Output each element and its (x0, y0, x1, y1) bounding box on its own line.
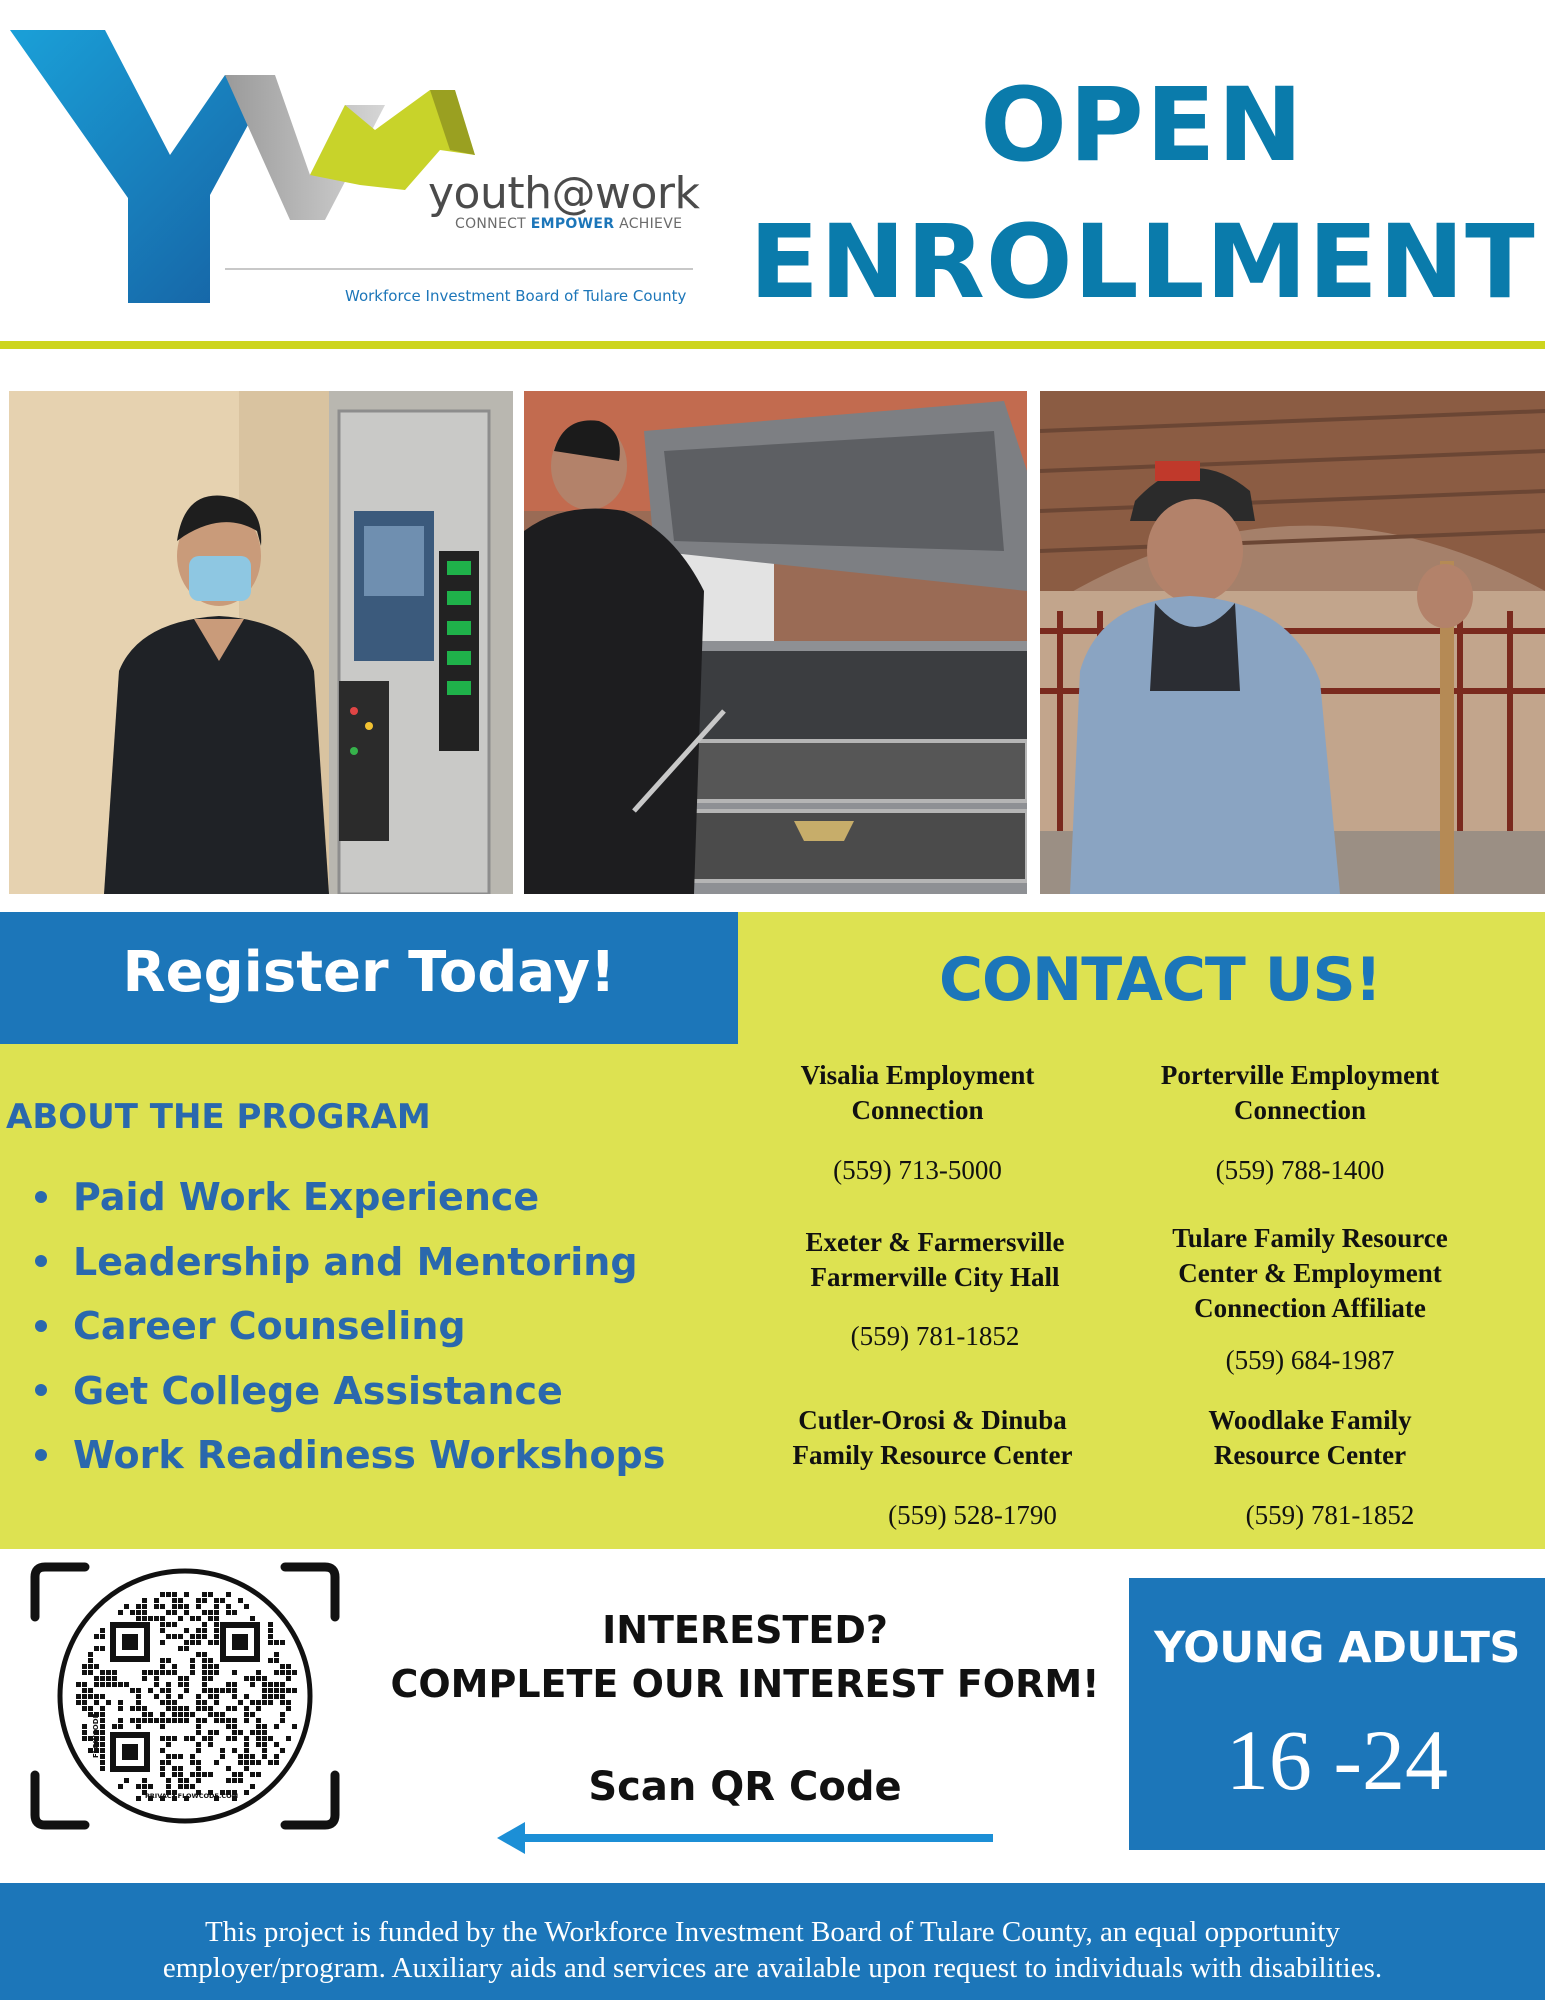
bullet-icon (35, 1384, 47, 1396)
logo-wordmark: youth@work (428, 168, 700, 219)
office-phone[interactable]: (559) 684-1987 (1225, 1345, 1395, 1375)
qr-privacy-text: PRIVACY.FLOWCODE.COM (145, 1792, 239, 1800)
office-phone[interactable]: (559) 781-1852 (850, 1321, 1020, 1351)
left-arrow-icon (495, 1820, 995, 1856)
funding-disclaimer: This project is funded by the Workforce Investment Board of Tulare County, an equal opportunity employer/program. Auxiliary aids and services are available upon request to individuals with disabilities. (0, 1883, 1545, 2000)
office-porterville: Porterville Employment Connection (559) 788-1400 (1120, 1058, 1480, 1178)
office-phone[interactable]: (559) 528-1790 (888, 1500, 1057, 1530)
office-phone[interactable]: (559) 781-1852 (1245, 1500, 1415, 1530)
register-today-banner[interactable]: Register Today! (0, 912, 738, 1044)
bullet-icon (35, 1191, 47, 1203)
list-item: Career Counseling (35, 1294, 665, 1359)
bullet-icon (35, 1449, 47, 1461)
qr-code-icon (30, 1562, 342, 1830)
logo-subtitle: Workforce Investment Board of Tulare County (345, 287, 687, 305)
office-cutler-orosi-dinuba: Cutler-Orosi & Dinuba Family Resource Center (559) 528-1790 (755, 1403, 1110, 1523)
headline-open: OPEN (980, 66, 1305, 185)
office-phone[interactable]: (559) 713-5000 (833, 1155, 1002, 1185)
age-range-value: 16 -24 (1225, 1712, 1449, 1808)
scan-qr-label: Scan QR Code (588, 1764, 902, 1810)
contact-us-title: CONTACT US! (938, 945, 1382, 1015)
office-woodlake: Woodlake Family Resource Center (559) 781-1852 (1150, 1403, 1470, 1523)
age-range-label: YOUNG ADULTS (1154, 1623, 1520, 1673)
header-divider (0, 341, 1545, 349)
photo-agriculture-worker (1040, 391, 1545, 894)
program-features-list (35, 1165, 665, 1488)
bullet-icon (35, 1255, 47, 1267)
photo-healthcare-worker (9, 391, 513, 894)
about-program-title: ABOUT THE PROGRAM (6, 1097, 431, 1137)
office-tulare: Tulare Family Resource Center & Employment Connection Affiliate (559) 684-1987 (1130, 1221, 1490, 1381)
office-exeter-farmersville: Exeter & Farmersville Farmerville City Hall (559) 781-1852 (760, 1225, 1110, 1345)
qr-brand-text: FLOWCODE (92, 1713, 100, 1758)
office-phone[interactable]: (559) 788-1400 (1215, 1155, 1385, 1185)
list-item: Get College Assistance (35, 1359, 665, 1424)
age-range-badge (1129, 1578, 1545, 1850)
list-item: Paid Work Experience (35, 1165, 665, 1230)
logo-divider (225, 268, 693, 270)
interest-form-qr-code[interactable] (30, 1562, 342, 1830)
headline-enrollment: ENROLLMENT (749, 203, 1536, 322)
office-visalia: Visalia Employment Connection (559) 713-5000 (755, 1058, 1080, 1178)
bullet-icon (35, 1320, 47, 1332)
list-item: Work Readiness Workshops (35, 1423, 665, 1488)
interest-form-callout: INTERESTED? COMPLETE OUR INTEREST FORM! (390, 1608, 1100, 1706)
photo-auto-mechanic (524, 391, 1027, 894)
list-item: Leadership and Mentoring (35, 1230, 665, 1295)
logo-tagline: CONNECT EMPOWER ACHIEVE (455, 216, 683, 232)
